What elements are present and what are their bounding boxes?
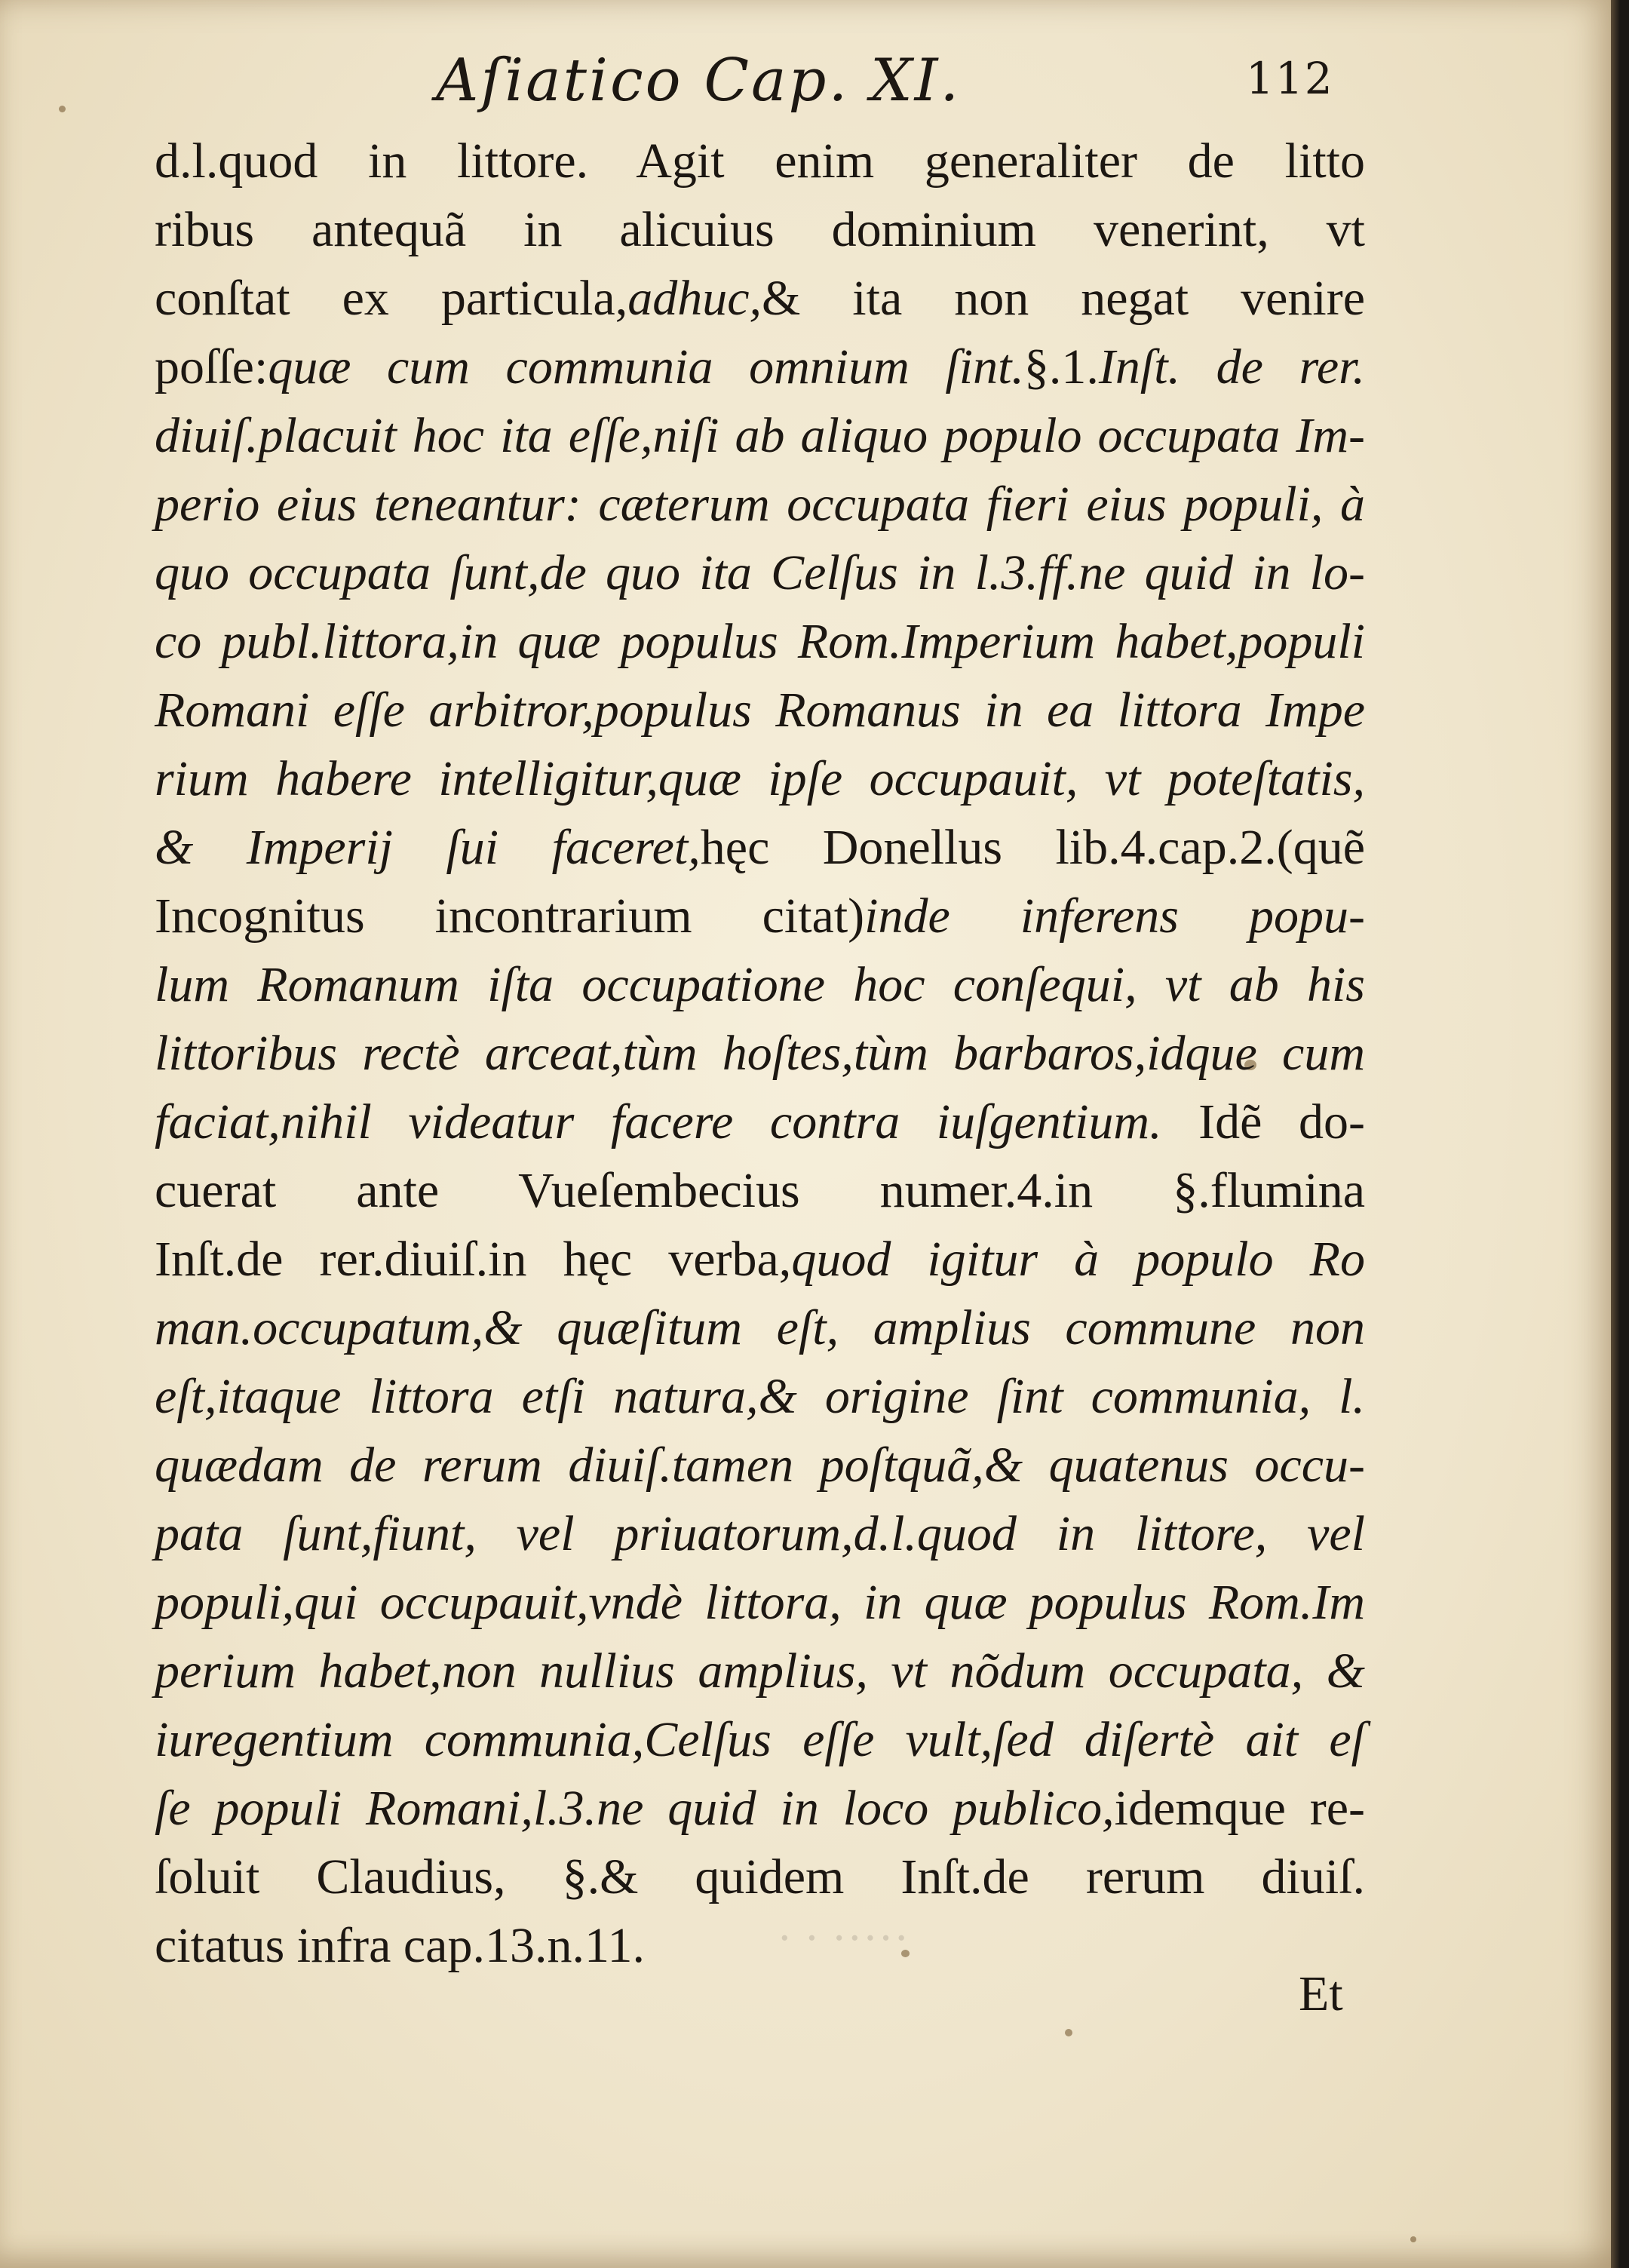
text-line: [155, 1088, 1365, 1156]
italic-text-run: iuregentium communia,Celſus eſſe vult,ſed diſertè ait eſ: [155, 1712, 1365, 1767]
text-line: [155, 1019, 1365, 1088]
italic-text-run: quæ cum communia omnium ſint.: [268, 339, 1024, 394]
italic-text-run: pata ſunt,fiunt, vel priuatorum,d.l.quod in littore, vel: [155, 1506, 1365, 1561]
italic-text-run: & Imperij ſui faceret,: [155, 820, 701, 875]
italic-text-run: quo occupata ſunt,de quo ita Celſus in l.3.ff.ne quid in lo-: [155, 545, 1365, 600]
show-through-text: ····· · ·: [777, 1913, 910, 1964]
roman-text-run: & ita non negat venire: [762, 271, 1365, 326]
text-line: [155, 127, 1365, 195]
roman-text-run: idemque re-: [1114, 1781, 1366, 1836]
text-line: [155, 470, 1365, 539]
roman-text-run: citatus infra cap.13.n.11.: [155, 1918, 646, 1973]
running-header: [0, 47, 1620, 115]
text-line: [155, 676, 1365, 744]
italic-text-run: lum Romanum iſta occupatione hoc conſequi, vt ab his: [155, 957, 1365, 1012]
page-number: 112: [1246, 53, 1334, 104]
foxing-spot: [1065, 2029, 1072, 2036]
italic-text-run: diuiſ.placuit hoc ita eſſe,niſi ab aliquo populo occupata Im-: [155, 408, 1365, 463]
italic-text-run: perio eius teneantur: cæterum occupata fieri eius populi, à: [155, 477, 1365, 532]
text-line: [155, 882, 1365, 950]
italic-text-run: co publ.littora,in quæ populus Rom.Imperium habet,populi: [155, 614, 1365, 669]
text-line: [155, 1225, 1365, 1294]
italic-text-run: littoribus rectè arceat,tùm hoſtes,tùm barbaros,idque cum: [155, 1026, 1365, 1081]
text-line: [155, 744, 1365, 813]
text-line: [155, 1568, 1365, 1637]
italic-text-run: perium habet,non nullius amplius, vt nõdum occupata, &: [155, 1643, 1365, 1699]
italic-text-run: inde inferens popu-: [864, 888, 1365, 944]
text-line: [155, 1911, 1365, 1980]
italic-text-run: man.occupatum,& quæſitum eſt, amplius commune non: [155, 1300, 1365, 1355]
italic-text-run: faciat,nihil videatur facere contra iuſgentium.: [155, 1094, 1162, 1149]
text-line: [155, 1705, 1365, 1774]
text-line: [155, 195, 1365, 264]
catchword: Et: [1299, 1966, 1343, 2021]
text-line: [155, 401, 1365, 470]
text-line: [155, 539, 1365, 607]
italic-text-run: quædam de rerum diuiſ.tamen poſtquã,& quatenus occu-: [155, 1438, 1365, 1493]
text-line: [155, 1362, 1365, 1431]
text-line: [155, 1431, 1365, 1499]
text-line: [155, 1774, 1365, 1843]
text-line: [155, 333, 1365, 401]
text-line: [155, 264, 1365, 333]
italic-text-run: quod igitur à populo Ro: [791, 1232, 1365, 1287]
roman-text-run: hęc Donellus lib.4.cap.2.(quẽ: [700, 820, 1365, 875]
roman-text-run: conſtat ex particula,: [155, 271, 628, 326]
italic-text-run: Romani eſſe arbitror,populus Romanus in ea littora Impe: [155, 683, 1365, 738]
roman-text-run: d.l.quod in littore. Agit enim generaliter de litto: [155, 134, 1365, 189]
roman-text-run: Incognitus incontrarium citat): [155, 888, 865, 944]
roman-text-run: Inſt.de rer.diuiſ.in hęc verba,: [155, 1232, 792, 1287]
roman-text-run: §.1.: [1023, 339, 1099, 394]
italic-text-run: rium habere intelligitur,quæ ipſe occupauit, vt poteſtatis,: [155, 751, 1365, 806]
roman-text-run: Idẽ do-: [1161, 1094, 1365, 1149]
text-line: [155, 1294, 1365, 1362]
text-line: [155, 1156, 1365, 1225]
roman-text-run: ribus antequã in alicuius dominium venerint, vt: [155, 202, 1365, 257]
text-line: [155, 1843, 1365, 1911]
text-line: [155, 1499, 1365, 1568]
italic-text-run: adhuc,: [627, 271, 762, 326]
italic-text-run: ſe populi Romani,l.3.ne quid in loco publico,: [155, 1781, 1115, 1836]
italic-text-run: Inſt. de rer.: [1098, 339, 1365, 394]
italic-text-run: populi,qui occupauit,vndè littora, in quæ populus Rom.Im: [155, 1575, 1365, 1630]
text-line: [155, 950, 1365, 1019]
roman-text-run: cuerat ante Vueſembecius numer.4.in §.flumina: [155, 1163, 1365, 1218]
main-text-block: [155, 127, 1365, 1980]
text-line: [155, 813, 1365, 882]
foxing-spot: [1410, 2236, 1416, 2242]
page-edge: [1611, 0, 1620, 2268]
roman-text-run: ſoluit Claudius, §.& quidem Inſt.de rerum diuiſ.: [155, 1849, 1365, 1904]
italic-text-run: eſt,itaque littora etſi natura,& origine ſint communia, l.: [155, 1369, 1365, 1424]
text-line: [155, 607, 1365, 676]
text-line: [155, 1637, 1365, 1705]
roman-text-run: poſſe:: [155, 339, 268, 394]
running-title: Aſiatico Cap. XI.: [436, 47, 962, 115]
